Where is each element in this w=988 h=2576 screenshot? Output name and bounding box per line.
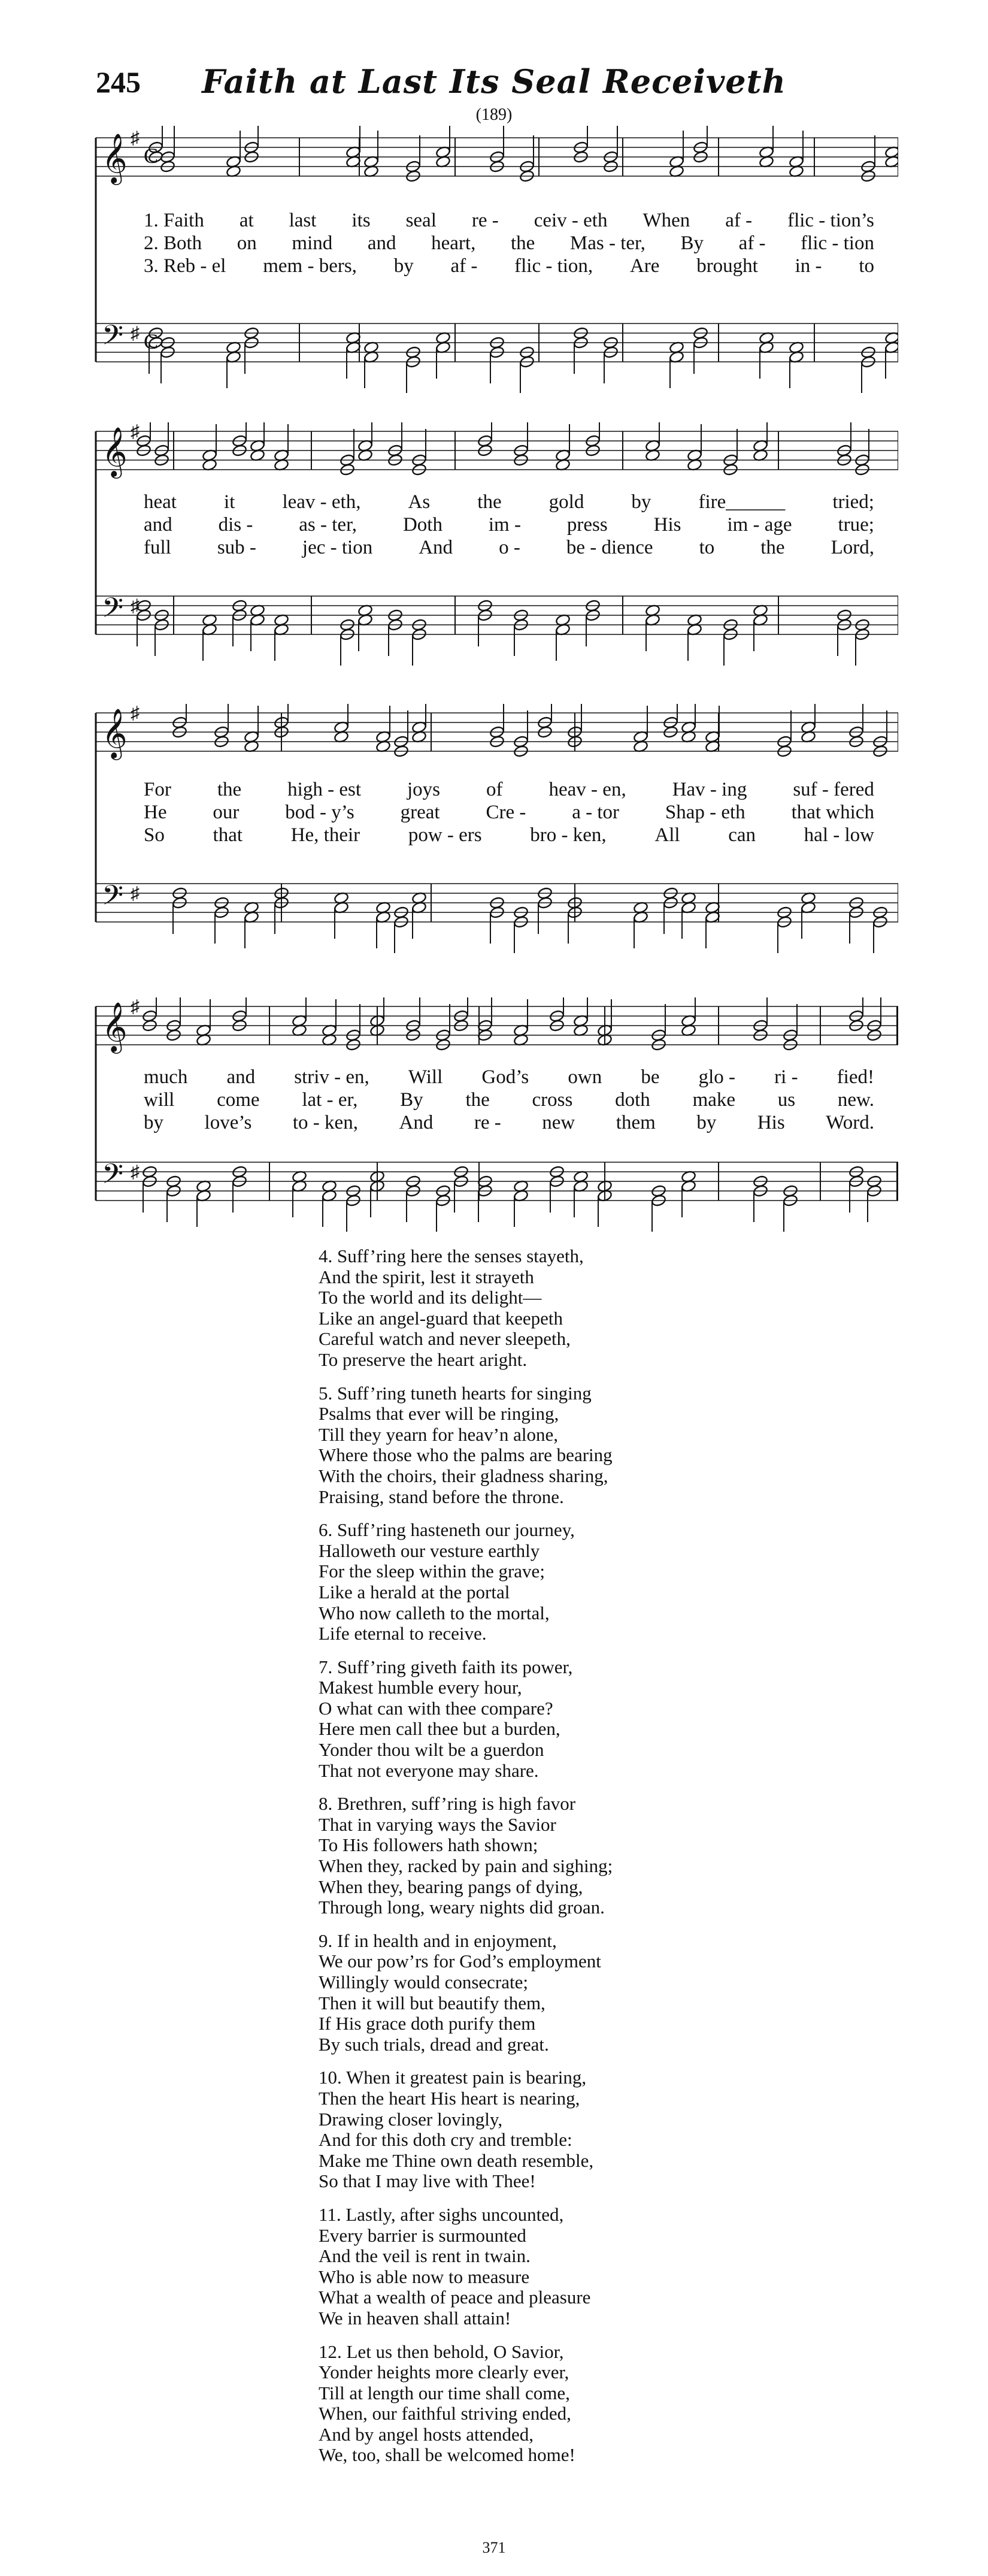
lyric-syllable: mind [292, 232, 333, 254]
lyric-syllable: When [642, 210, 690, 231]
stanza-line: Drawing closer lovingly, [319, 2108, 503, 2130]
lyric-line [144, 802, 874, 824]
lyric-syllable: af - [450, 255, 478, 277]
lyric-syllable: the [477, 491, 502, 513]
lyric-syllable: fied! [837, 1066, 874, 1088]
stanza [319, 2205, 857, 2329]
lyric-syllable: By [400, 1089, 423, 1111]
stanza-line: Like an angel-guard that keepeth [319, 1307, 563, 1329]
stanza-line: Life eternal to receive. [319, 1623, 487, 1644]
lyric-syllable: at [239, 210, 254, 231]
lyric-syllable: on [237, 232, 257, 254]
stanza-line: Then the heart His heart is nearing, [319, 2087, 580, 2109]
lyric-syllable: and [226, 1066, 256, 1088]
stanza-line: 5. Suff’ring tuneth hearts for singing [319, 1382, 592, 1404]
stanza-line: When, our faithful striving ended, [319, 2403, 571, 2424]
stanza-line: If His grace doth purify them [319, 2013, 536, 2034]
stanza-line: Till they yearn for heav’n alone, [319, 1423, 559, 1445]
lyric-syllable: brought [696, 255, 758, 277]
lyric-syllable: will [144, 1089, 175, 1111]
lyric-syllable: in - [795, 255, 822, 277]
stanza-line: 8. Brethren, suff’ring is high favor [319, 1793, 576, 1815]
hymn-title: Faith at Last Its Seal Receiveth [202, 62, 786, 101]
stanza-line: Who is able now to measure [319, 2266, 530, 2287]
stanza-line: To His followers hath shown; [319, 1834, 538, 1856]
lyric-syllable: of [486, 779, 503, 800]
lyric-syllable: a - tor [572, 802, 619, 823]
treble-clef-icon: 𝄞 [102, 132, 128, 183]
stanza-line: And for this doth cry and tremble: [319, 2129, 572, 2151]
lyric-syllable: Mas - ter, [569, 232, 645, 254]
lyric-syllable: come [217, 1089, 260, 1111]
stanza-line: 12. Let us then behold, O Savior, [319, 2341, 564, 2362]
lyric-syllable: Cre - [486, 802, 526, 823]
lyric-syllable: Are [629, 255, 660, 277]
lyric-syllable: Hav - ing [672, 779, 747, 800]
stanza-line: By such trials, dread and great. [319, 2033, 549, 2055]
key-signature-sharp-icon: ♯ [131, 997, 140, 1017]
lyric-syllable: af - [725, 210, 753, 231]
music-system-3 [84, 704, 898, 962]
lyric-syllable: flic - tion, [514, 255, 593, 277]
lyric-line [144, 514, 874, 536]
lyric-syllable: tried; [832, 491, 874, 513]
lyric-syllable: love’s [204, 1112, 252, 1133]
stanza-line: We in heaven shall attain! [319, 2307, 511, 2329]
stanza-line: Then it will but beautify them, [319, 1992, 545, 2013]
lyric-syllable: ceiv - eth [534, 210, 608, 231]
cut-time-icon: C [144, 329, 159, 353]
stanza-line: 9. If in health and in enjoyment, [319, 1930, 557, 1951]
lyric-syllable: great [400, 802, 440, 823]
stanza-line: When they, bearing pangs of dying, [319, 1876, 583, 1897]
treble-clef-icon: 𝄞 [102, 1001, 128, 1051]
lyric-syllable: mem - bers, [263, 255, 357, 277]
stanza-line: 6. Suff’ring hasteneth our journey, [319, 1519, 575, 1541]
stanza-line: Yonder thou wilt be a guerdon [319, 1739, 544, 1761]
lyric-syllable: 2. Both [144, 232, 202, 254]
lyric-syllable: them [616, 1112, 656, 1133]
lyric-syllable: Shap - eth [665, 802, 745, 823]
lyric-line [144, 1112, 874, 1134]
stanza-line: Praising, stand before the throne. [319, 1486, 564, 1507]
stanza-line: Careful watch and never sleepeth, [319, 1328, 571, 1350]
lyric-syllable: to [859, 255, 874, 277]
lyric-syllable: lat - er, [302, 1089, 358, 1111]
stanza-line: And the spirit, lest it strayeth [319, 1266, 534, 1287]
bass-clef-icon: 𝄢 [102, 1158, 124, 1197]
lyric-syllable: last [289, 210, 317, 231]
lyric-syllable: 1. Faith [144, 210, 204, 231]
key-signature-sharp-icon: ♯ [131, 704, 140, 723]
lyric-syllable: He [144, 802, 167, 823]
bass-clef-icon: 𝄢 [102, 592, 124, 631]
lyric-syllable: Will [408, 1066, 443, 1088]
additional-stanzas [319, 1246, 857, 2478]
stanza [319, 1520, 857, 1644]
music-system-2 [84, 422, 898, 668]
stanza-line: We our pow’rs for God’s employment [319, 1951, 601, 1972]
stanza-line: And the veil is rent in twain. [319, 2245, 531, 2267]
stanza-line: Who now calleth to the mortal, [319, 1602, 550, 1623]
stanza-line: Where those who the palms are bearing [319, 1444, 613, 1466]
lyric-syllable: And [399, 1112, 434, 1133]
stanza-line: Makest humble every hour, [319, 1677, 522, 1698]
lyric-syllable: seal [405, 210, 437, 231]
lyric-syllable: im - [488, 514, 521, 536]
lyric-syllable: cross [532, 1089, 573, 1111]
lyric-syllable: own [568, 1066, 602, 1088]
lyric-syllable: pow - ers [408, 824, 482, 846]
lyric-syllable: joys [407, 779, 441, 800]
page-number: 371 [482, 2539, 506, 2556]
lyric-syllable: im - age [727, 514, 792, 536]
stanza [319, 1657, 857, 1782]
lyric-syllable: that which [791, 802, 874, 823]
lyric-syllable: our [213, 802, 240, 823]
lyric-syllable: full [144, 537, 171, 558]
lyric-syllable: Word. [826, 1112, 874, 1133]
lyric-syllable: striv - en, [294, 1066, 369, 1088]
lyric-syllable: For [144, 779, 171, 800]
lyric-syllable: heart, [431, 232, 476, 254]
bass-clef-icon: 𝄢 [102, 879, 124, 918]
lyric-syllable: All [654, 824, 680, 846]
lyric-syllable: be - dience [566, 537, 653, 558]
key-signature-sharp-icon: ♯ [131, 422, 140, 442]
lyric-syllable: the [510, 232, 535, 254]
stanza-line: With the choirs, their gladness sharing, [319, 1465, 608, 1486]
lyric-syllable: its [351, 210, 371, 231]
lyric-syllable: us [777, 1089, 796, 1111]
stanza-line: 7. Suff’ring giveth faith its power, [319, 1656, 573, 1677]
lyric-syllable: new. [837, 1089, 874, 1111]
lyric-syllable: af - [738, 232, 766, 254]
lyric-syllable: true; [838, 514, 874, 536]
lyric-syllable: high - est [287, 779, 361, 800]
stanza-line: Yonder heights more clearly ever, [319, 2362, 569, 2383]
stanza-line: To the world and its delight— [319, 1287, 542, 1308]
stanza [319, 2342, 857, 2466]
lyric-syllable: the [217, 779, 242, 800]
lyric-line [144, 210, 874, 232]
lyric-syllable: can [728, 824, 756, 846]
lyric-syllable: to - ken, [292, 1112, 358, 1133]
key-signature-sharp-icon: ♯ [131, 596, 140, 616]
lyric-line [144, 1066, 874, 1089]
lyric-syllable: it [224, 491, 235, 513]
lyric-syllable: and [144, 514, 172, 536]
stanza-line: Every barrier is surmounted [319, 2224, 526, 2246]
stanza-line: 4. Suff’ring here the senses stayeth, [319, 1245, 584, 1266]
lyric-syllable: His [757, 1112, 785, 1133]
stanza-line: Willingly would consecrate; [319, 1972, 528, 1993]
stanza-line: We, too, shall be welcomed home! [319, 2444, 575, 2466]
lyric-syllable: flic - tion [801, 232, 874, 254]
stanza-line: Through long, weary nights did groan. [319, 1897, 605, 1918]
lyric-syllable: by [696, 1112, 717, 1133]
stanza-line: What a wealth of peace and pleasure [319, 2287, 591, 2308]
stanza-line: For the sleep within the grave; [319, 1561, 545, 1582]
treble-clef-icon: 𝄞 [102, 708, 128, 758]
lyric-syllable: So [144, 824, 165, 846]
hymn-number: 245 [96, 65, 141, 99]
lyric-syllable: and [367, 232, 396, 254]
lyric-line [144, 491, 874, 513]
lyric-syllable: ri - [774, 1066, 798, 1088]
lyric-line [144, 824, 874, 846]
lyric-syllable: new [542, 1112, 575, 1133]
lyric-syllable: glo - [698, 1066, 736, 1088]
lyric-syllable: the [760, 537, 785, 558]
lyric-syllable: Lord, [831, 537, 874, 558]
lyric-line [144, 537, 874, 559]
stanza [319, 2067, 857, 2192]
music-system-4 [84, 997, 898, 1237]
key-signature-sharp-icon: ♯ [131, 323, 140, 343]
stanza-line: Psalms that ever will be ringing, [319, 1403, 559, 1425]
lyric-syllable: dis - [218, 514, 253, 536]
lyric-syllable: o - [499, 537, 520, 558]
lyric-syllable: jec - tion [302, 537, 373, 558]
stanza-line: That in varying ways the Savior [319, 1813, 556, 1835]
stanza-line: Halloweth our vesture earthly [319, 1540, 540, 1561]
lyric-syllable: by [631, 491, 651, 513]
lyric-line [144, 255, 874, 277]
key-signature-sharp-icon: ♯ [131, 128, 140, 148]
lyric-syllable: be [641, 1066, 660, 1088]
lyric-syllable: fire______ [698, 491, 786, 513]
lyric-syllable: His [653, 514, 681, 536]
lyric-syllable: 3. Reb - el [144, 255, 226, 277]
lyric-syllable: sub - [217, 537, 256, 558]
lyric-syllable: make [692, 1089, 736, 1111]
lyric-syllable: that [213, 824, 243, 846]
lyric-syllable: As [408, 491, 431, 513]
lyric-syllable: And [419, 537, 453, 558]
lyric-syllable: leav - eth, [282, 491, 361, 513]
stanza-line: Here men call thee but a burden, [319, 1718, 560, 1740]
lyric-syllable: by [393, 255, 414, 277]
lyric-syllable: God’s [481, 1066, 529, 1088]
lyric-syllable: to [699, 537, 715, 558]
lyric-syllable: bro - ken, [530, 824, 607, 846]
lyric-syllable: re - [474, 1112, 501, 1133]
lyric-syllable: re - [471, 210, 499, 231]
stanza [319, 1931, 857, 2055]
cut-time-icon: C [144, 144, 159, 168]
lyric-syllable: He, their [290, 824, 360, 846]
lyric-syllable: suf - fered [793, 779, 874, 800]
lyric-syllable: flic - tion’s [787, 210, 874, 231]
lyric-line [144, 1089, 874, 1111]
lyric-syllable: hal - low [804, 824, 874, 846]
key-signature-sharp-icon: ♯ [131, 1162, 140, 1182]
lyric-syllable: as - ter, [299, 514, 357, 536]
stanza-line: To preserve the heart aright. [319, 1349, 528, 1370]
stanza-line: And by angel hosts attended, [319, 2423, 534, 2445]
tune-number: (189) [475, 105, 513, 124]
stanza [319, 1383, 857, 1508]
stanza-line: That not everyone may share. [319, 1759, 539, 1781]
stanza [319, 1794, 857, 1918]
lyric-line [144, 779, 874, 801]
lyric-syllable: heat [144, 491, 177, 513]
stanza-line: So that I may live with Thee! [319, 2170, 536, 2192]
lyric-syllable: By [680, 232, 704, 254]
music-system-1 [84, 126, 898, 395]
stanza-line: Till at length our time shall come, [319, 2382, 570, 2403]
stanza-line: 10. When it greatest pain is bearing, [319, 2067, 587, 2088]
lyric-syllable: doth [615, 1089, 650, 1111]
lyric-syllable: much [144, 1066, 188, 1088]
stanza-line: Make me Thine own death resemble, [319, 2149, 594, 2171]
key-signature-sharp-icon: ♯ [131, 884, 140, 903]
stanza-line: When they, racked by pain and sighing; [319, 1855, 613, 1877]
lyric-line [144, 232, 874, 255]
lyric-syllable: bod - y’s [285, 802, 354, 823]
lyric-syllable: heav - en, [548, 779, 626, 800]
stanza-line: Like a herald at the portal [319, 1581, 510, 1603]
lyric-syllable: Doth [402, 514, 443, 536]
lyric-syllable: gold [548, 491, 584, 513]
stanza-line: 11. Lastly, after sighs uncounted, [319, 2203, 564, 2225]
lyric-syllable: the [465, 1089, 490, 1111]
stanza-line: O what can with thee compare? [319, 1697, 553, 1719]
stanza [319, 1246, 857, 1371]
bass-clef-icon: 𝄢 [102, 319, 124, 358]
lyric-syllable: press [566, 514, 608, 536]
treble-clef-icon: 𝄞 [102, 426, 128, 476]
lyric-syllable: by [144, 1112, 163, 1133]
